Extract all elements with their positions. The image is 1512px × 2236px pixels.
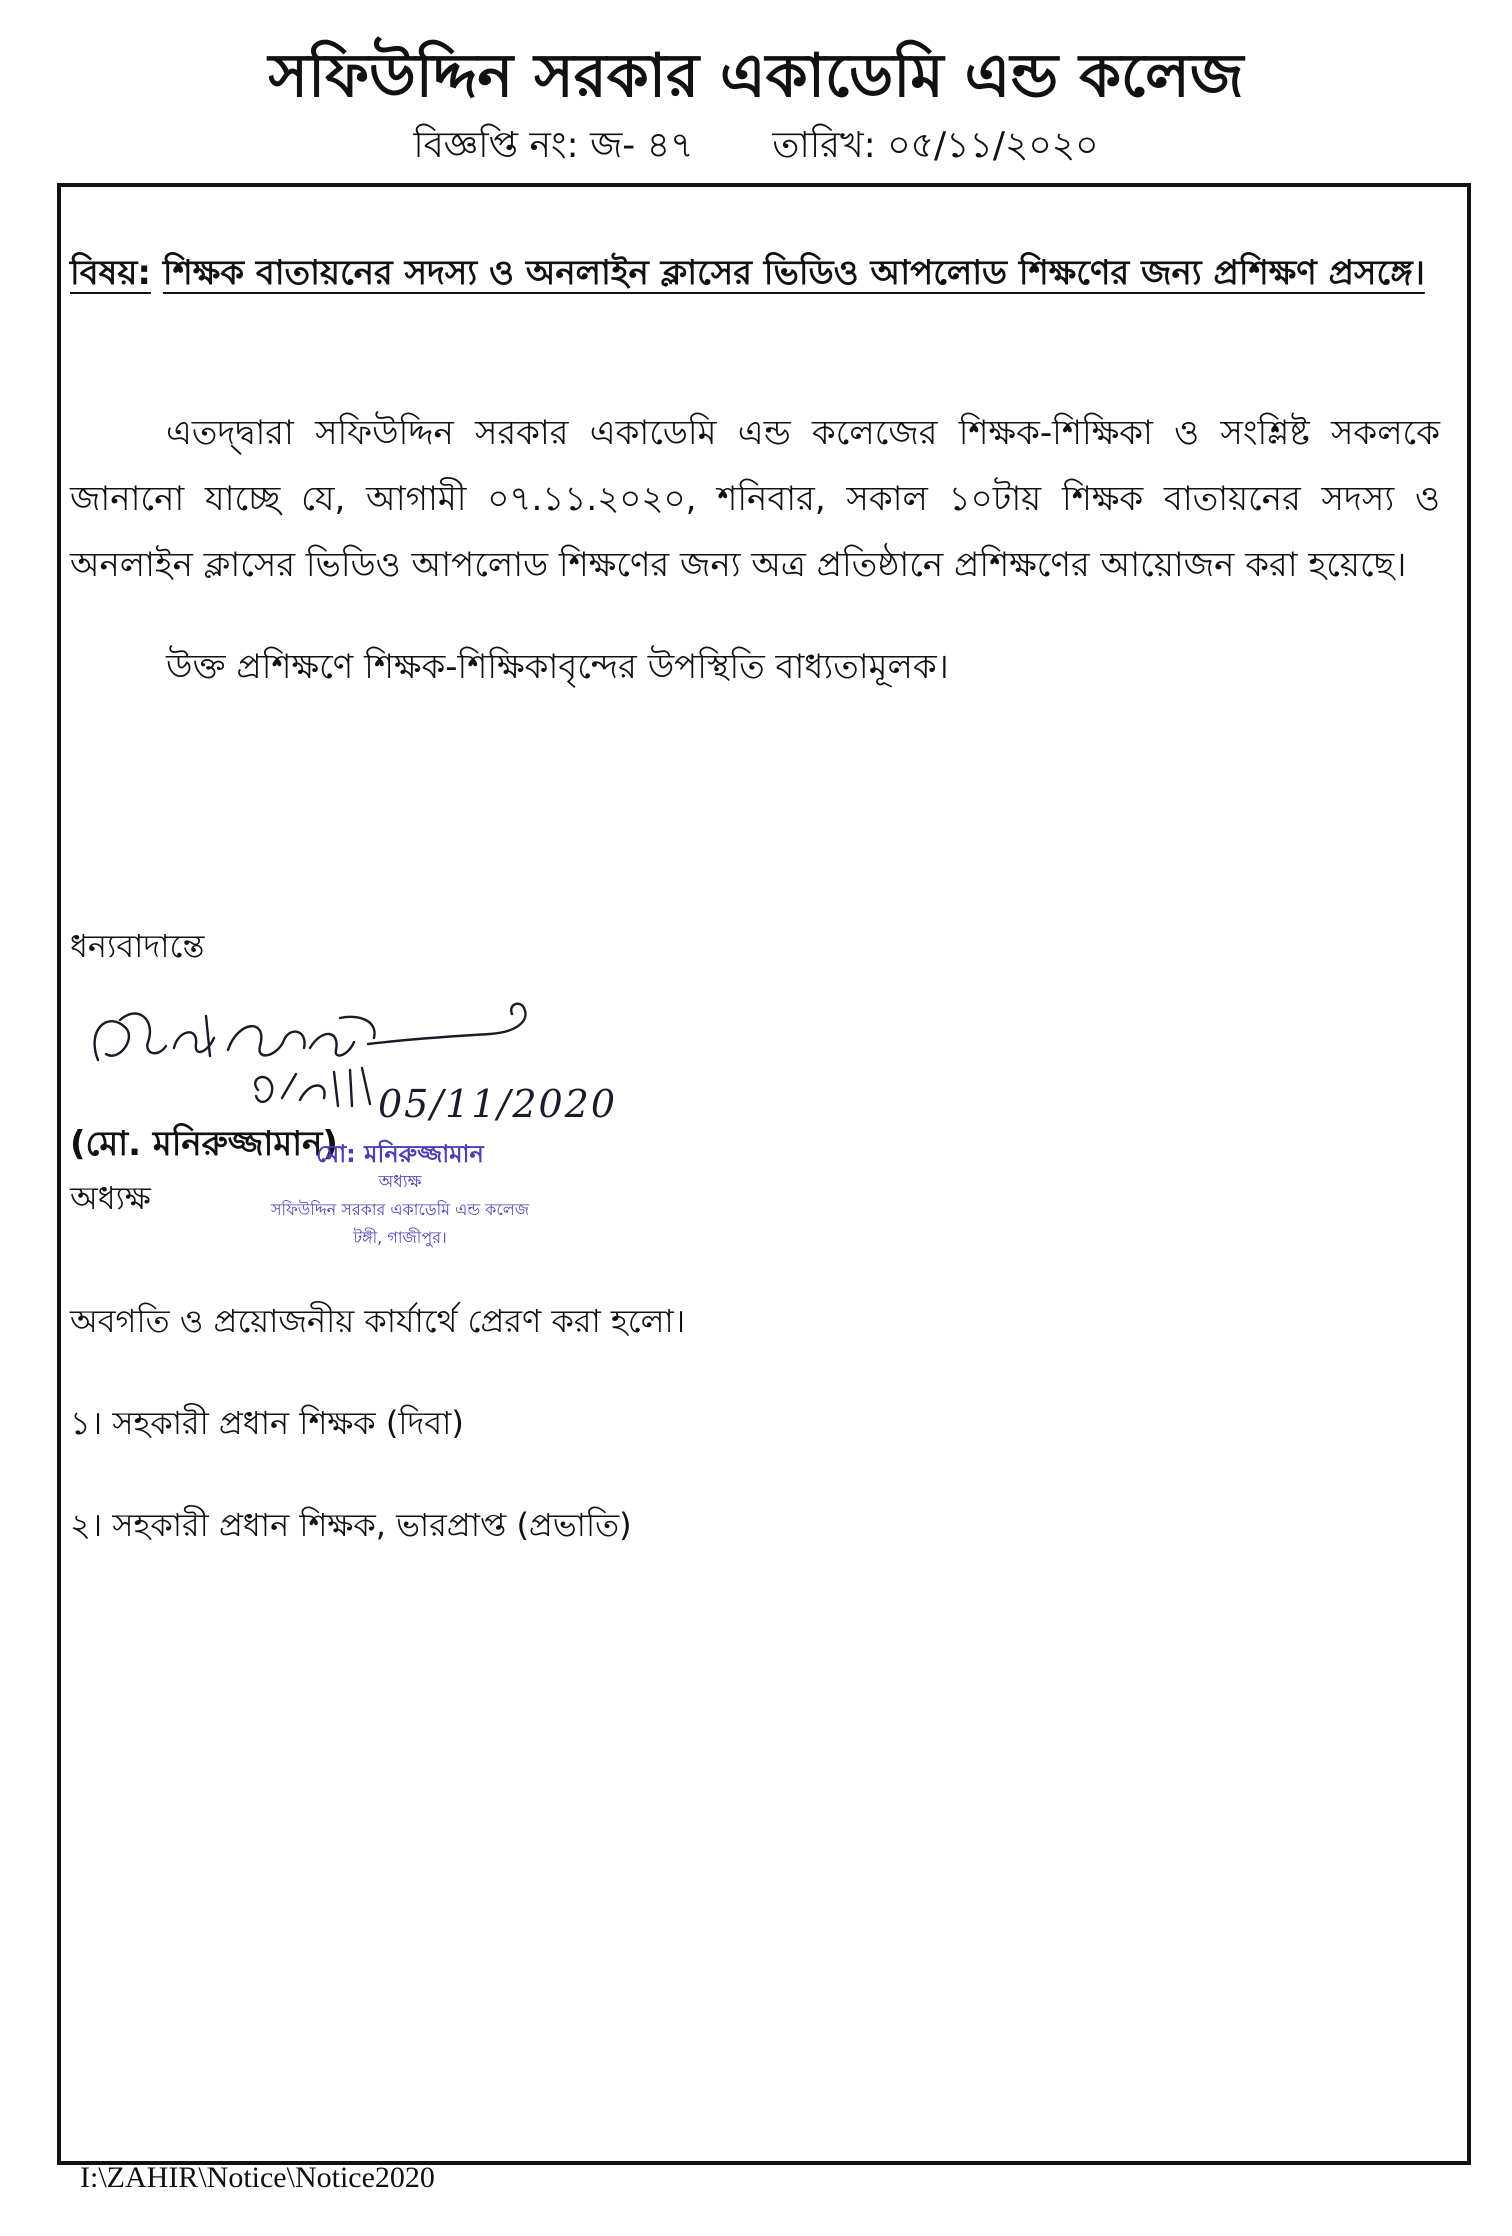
notice-date: ০৫/১১/২০২০: [887, 125, 1099, 166]
body-paragraph: এতদ্দ্বারা সফিউদ্দিন সরকার একাডেমি এন্ড কলেজের শিক্ষক-শিক্ষিকা ও সংশ্লিষ্ট সকলকে জানানো যাচ্ছে যে, আগামী ০৭.১১.২০২০, শনিবার, সকাল ১০টায় শিক্ষক বাতায়নের সদস্য ও অনলাইন ক্লাসের ভিডিও আপলোড শিক্ষণের জন্য অত্র প্রতিষ্ঠানে প্রশিক্ষণের আয়োজন করা হয়েছে।: [70, 413, 1440, 585]
official-stamp: [230, 1140, 570, 1252]
recipient-list: [70, 1395, 632, 1599]
handwritten-date: 05/11/2020: [378, 1082, 618, 1126]
subject-line: [70, 243, 1440, 303]
signatory-name: (মো. মনিরুজ্জামান): [70, 1124, 338, 1164]
list-item: ১। সহকারী প্রধান শিক্ষক (দিবা): [70, 1404, 464, 1442]
notice-number-label: বিজ্ঞপ্তি নং:: [413, 125, 579, 166]
subject-text: শিক্ষক বাতায়নের সদস্য ও অনলাইন ক্লাসের ভিডিও আপলোড শিক্ষণের জন্য প্রশিক্ষণ প্রসঙ্গে।: [162, 253, 1425, 293]
forward-note: অবগতি ও প্রয়োজনীয় কার্যার্থে প্রেরণ করা হলো।: [70, 1302, 686, 1340]
stamp-name: মো: মনিরুজ্জামান: [316, 1140, 484, 1168]
stamp-designation: অধ্যক্ষ: [378, 1172, 422, 1192]
signatory-designation: অধ্যক্ষ: [70, 1179, 151, 1217]
list-item: ২। সহকারী প্রধান শিক্ষক, ভারপ্রাপ্ত (প্রভাতি): [70, 1506, 632, 1544]
stamp-institution: সফিউদ্দিন সরকার একাডেমি এন্ড কলেজ: [270, 1200, 530, 1219]
file-path: I:\ZAHIR\Notice\Notice2020: [80, 2161, 435, 2194]
stamp-location: টঙ্গী, গাজীপুর।: [353, 1228, 447, 1247]
institution-name: সফিউদ্দিন সরকার একাডেমি এন্ড কলেজ: [268, 41, 1244, 111]
closing-salutation: ধন্যবাদান্তে: [70, 927, 205, 965]
notice-number: জ- ৪৭: [590, 125, 694, 166]
body-paragraph: উক্ত প্রশিক্ষণে শিক্ষক-শিক্ষিকাবৃন্দের উপস্থিতি বাধ্যতামূলক।: [166, 647, 949, 687]
notice-meta: [0, 118, 1512, 174]
date-label: তারিখ:: [772, 125, 876, 166]
subject-label: বিষয়:: [70, 253, 152, 293]
